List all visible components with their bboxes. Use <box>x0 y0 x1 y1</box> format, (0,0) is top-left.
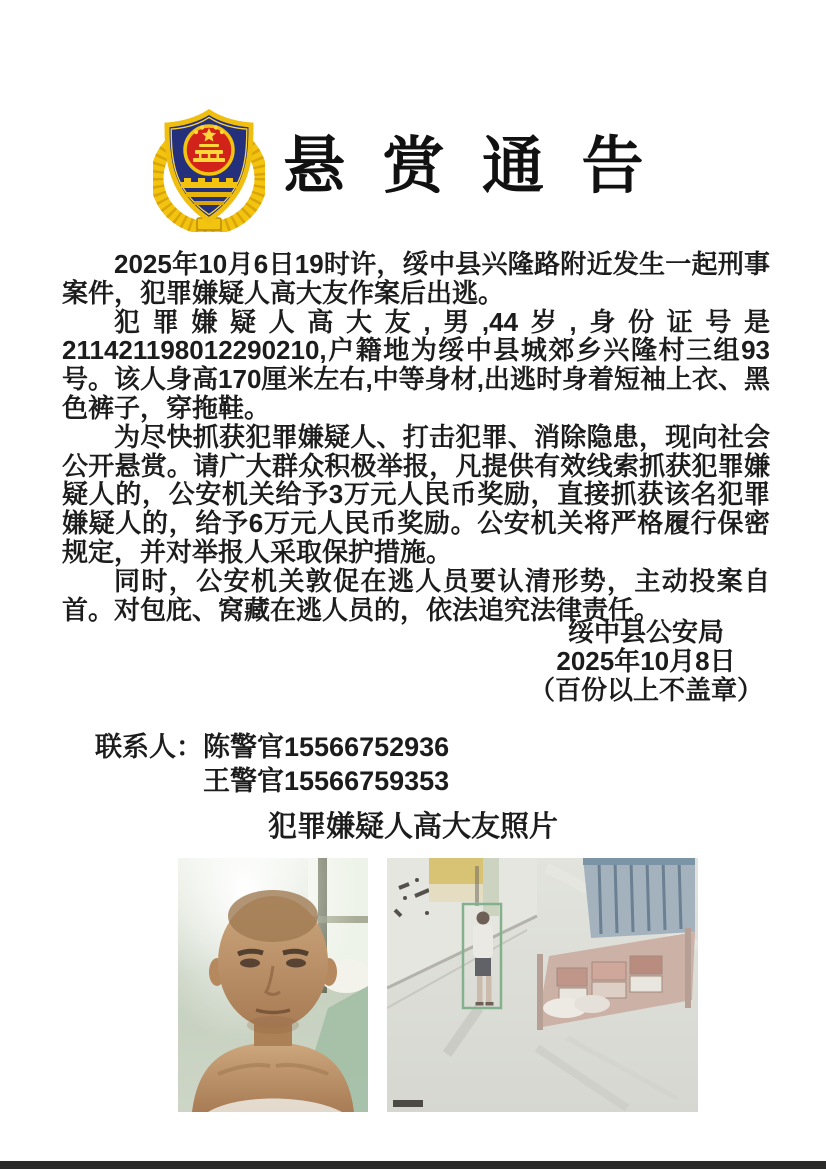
bottom-border <box>0 1161 826 1169</box>
notice-body <box>62 250 770 624</box>
photo-caption: 犯罪嫌疑人高大友照片 <box>267 811 558 843</box>
surveillance-photo <box>387 858 698 1112</box>
suspect-portrait-photo <box>178 858 368 1112</box>
issuing-authority: 绥中县公安局 <box>567 617 724 647</box>
notice-title: 悬 赏 通 告 <box>283 133 648 201</box>
contact-label: 联系人： <box>95 732 203 762</box>
contact-officer: 王警官15566759353 <box>203 766 450 796</box>
notice-paragraph: 犯罪嫌疑人高大友,男,44岁,身份证号是211421198012290210,户籍地为绥中县城郊乡兴隆村三组93号。该人身高170厘米左右,中等身材,出逃时身着短袖上衣、黑色裤子，穿拖鞋。 <box>62 306 770 423</box>
contact-officer: 陈警官15566752936 <box>203 732 450 762</box>
police-badge-icon <box>153 106 265 232</box>
seal-note: （百份以上不盖章） <box>528 675 763 705</box>
notice-paragraph: 为尽快抓获犯罪嫌疑人、打击犯罪、消除隐患，现向社会公开悬赏。请广大群众积极举报，凡提供有效线索抓获犯罪嫌疑人的，公安机关给予3万元人民币奖励，直接抓获该名犯罪嫌疑人的，给予6万元人民币奖励。公安机关将严格履行保密规定，并对举报人采取保护措施。 <box>62 421 770 567</box>
notice-paragraph: 2025年10月6日19时许，绥中县兴隆路附近发生一起刑事案件，犯罪嫌疑人高大友作案后出逃。 <box>62 249 770 308</box>
signature-block <box>520 618 772 705</box>
contact-block <box>95 730 449 798</box>
notice-paragraph: 同时，公安机关敦促在逃人员要认清形势，主动投案自首。对包庇、窝藏在逃人员的，依法追究法律责任。 <box>62 565 770 625</box>
issue-date: 2025年10月8日 <box>556 646 736 676</box>
